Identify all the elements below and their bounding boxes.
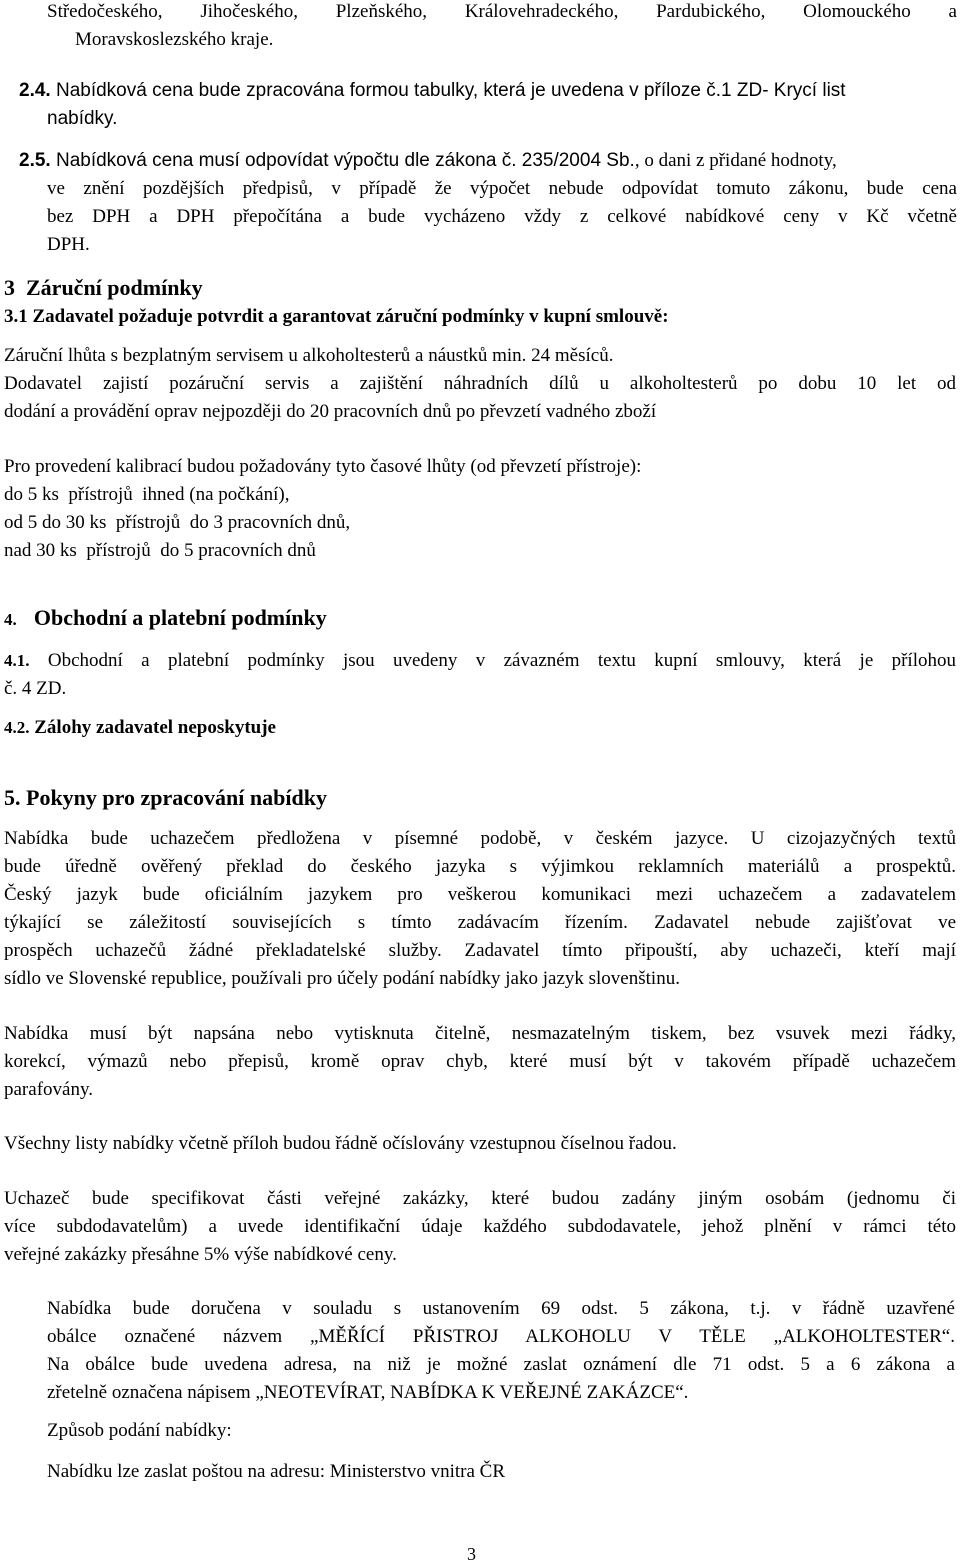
section-text: Zálohy zadavatel neposkytuje xyxy=(29,717,276,738)
section-number: 4.2. xyxy=(4,718,30,737)
section-2-5-body xyxy=(47,175,957,259)
section-4-2 xyxy=(4,714,276,742)
legibility-paragraph: Nabídka musí být napsána nebo vytisknuta čitelně, nesmazatelným tiskem, bez vsuvek mezi řádky, korekcí, výmazů nebo přepisů, kromě oprav chyb, které musí být v takovém případě uchazečem parafovány. xyxy=(4,1023,956,1100)
post-warranty-service: Dodavatel zajistí pozáruční servis a zajištění náhradních dílů u alkoholtesterů po dobu 10 let od dodání a provádění oprav nejpozději do 20 pracovních dnů po převzetí vadného zboží xyxy=(4,373,956,422)
section-number: 2.4. xyxy=(19,80,51,101)
section-text: nabídky. xyxy=(47,108,118,129)
intro-line: Středočeského, Jihočeského, Plzeňského, Královehradeckého, Pardubického, Olomouckého a xyxy=(47,1,957,22)
calibration-terms xyxy=(4,453,956,565)
language-paragraph: Nabídka bude uchazečem předložena v písemné podobě, v českém jazyce. U cizojazyčných textů bude úředně ověřený překlad do českého jazyka s výjimkou reklamních materiálů a prospektů. Český jazyk bude oficiálním jazykem pro veškerou komunikaci mezi uchazečem a zadavatelem týkající se záležitostí souvisejících s tímto zadávacím řízením. Zadavatel nebude zajišťovat ve prospěch uchazečů žádné překladatelské služby. Zadavatel tímto připouští, aby uchazeči, kteří mají sídlo ve Slovenské republice, používali pro účely podání nabídky jako jazyk slovenštinu. xyxy=(4,828,956,989)
section-text: DPH. xyxy=(47,234,90,255)
section-text: bez DPH a DPH přepočítána a bude vycházeno vždy z celkové nabídkové ceny v Kč včetně xyxy=(47,206,957,227)
delivery-paragraph: Nabídka bude doručena v souladu s ustanovením 69 odst. 5 zákona, t.j. v řádně uzavřené obálce označené názvem „MĚŘÍCÍ PŘISTROJ ALKOHOLU V TĚLE „ALKOHOLTESTER“. Na obálce bude uvedena adresa, na niž je možné zaslat oznámení dle 71 odst. 5 a 6 zákona a zřetelně označena nápisem „NEOTEVÍRAT, NABÍDKA K VEŘEJNÉ ZAKÁZCE“. xyxy=(47,1298,955,1403)
section-5-heading: 5. Pokyny pro zpracování nabídky xyxy=(4,785,327,810)
section-text: Nabídková cena musí odpovídat výpočtu dle zákona č. 235/2004 Sb. xyxy=(50,150,635,171)
section-text: , o dani z přidané hodnoty, xyxy=(634,150,837,171)
intro-line: Moravskoslezského kraje. xyxy=(75,29,274,50)
section-3-1-heading: 3.1 Zadavatel požaduje potvrdit a garantovat záruční podmínky v kupní smlouvě: xyxy=(4,306,669,327)
section-text: Obchodní a platební podmínky jsou uvedeny v závazném textu kupní smlouvy, která je přílohou xyxy=(29,650,956,671)
section-text: č. 4 ZD. xyxy=(4,678,67,699)
calibration-item: od 5 do 30 ks přístrojů do 3 pracovních dnů, xyxy=(4,512,351,533)
section-title: Obchodní a platební podmínky xyxy=(33,605,327,630)
section-2-5 xyxy=(19,147,957,175)
section-text: Nabídková cena bude zpracována formou tabulky, která je uvedena v příloze č.1 ZD- Krycí list xyxy=(50,80,846,101)
section-4-1 xyxy=(4,647,956,703)
page-number: 3 xyxy=(467,1544,476,1564)
section-text: ve znění pozdějších předpisů, v případě že výpočet nebude odpovídat tomuto zákonu, bude cena xyxy=(47,178,957,199)
numbering-paragraph: Všechny listy nabídky včetně příloh budou řádně očíslovány vzestupnou číselnou řadou. xyxy=(4,1133,677,1154)
warranty-period: Záruční lhůta s bezplatným servisem u alkoholtesterů a náustků min. 24 měsíců. xyxy=(4,345,614,366)
section-2-4 xyxy=(19,77,957,133)
section-number: 4. xyxy=(4,610,17,629)
submission-method-label: Způsob podání nabídky: xyxy=(47,1420,232,1441)
subcontractor-paragraph: Uchazeč bude specifikovat části veřejné zakázky, které budou zadány jiným osobám (jednomu či více subdodavatelům) a uvede identifikační údaje každého subdodavatele, jehož plnění v rámci této veřejné zakázky přesáhne 5% výše nabídkové ceny. xyxy=(4,1188,956,1265)
section-number: 2.5. xyxy=(19,150,51,171)
section-4-heading xyxy=(4,603,327,634)
calibration-intro: Pro provedení kalibrací budou požadovány tyto časové lhůty (od převzetí přístroje): xyxy=(4,456,642,477)
calibration-item: do 5 ks přístrojů ihned (na počkání), xyxy=(4,484,290,505)
postal-address: Nabídku lze zaslat poštou na adresu: Ministerstvo vnitra ČR xyxy=(47,1461,506,1482)
section-number: 4.1. xyxy=(4,651,30,670)
calibration-item: nad 30 ks přístrojů do 5 pracovních dnů xyxy=(4,540,316,561)
intro-paragraph xyxy=(47,0,957,54)
section-3-heading: 3 Záruční podmínky xyxy=(4,275,203,300)
